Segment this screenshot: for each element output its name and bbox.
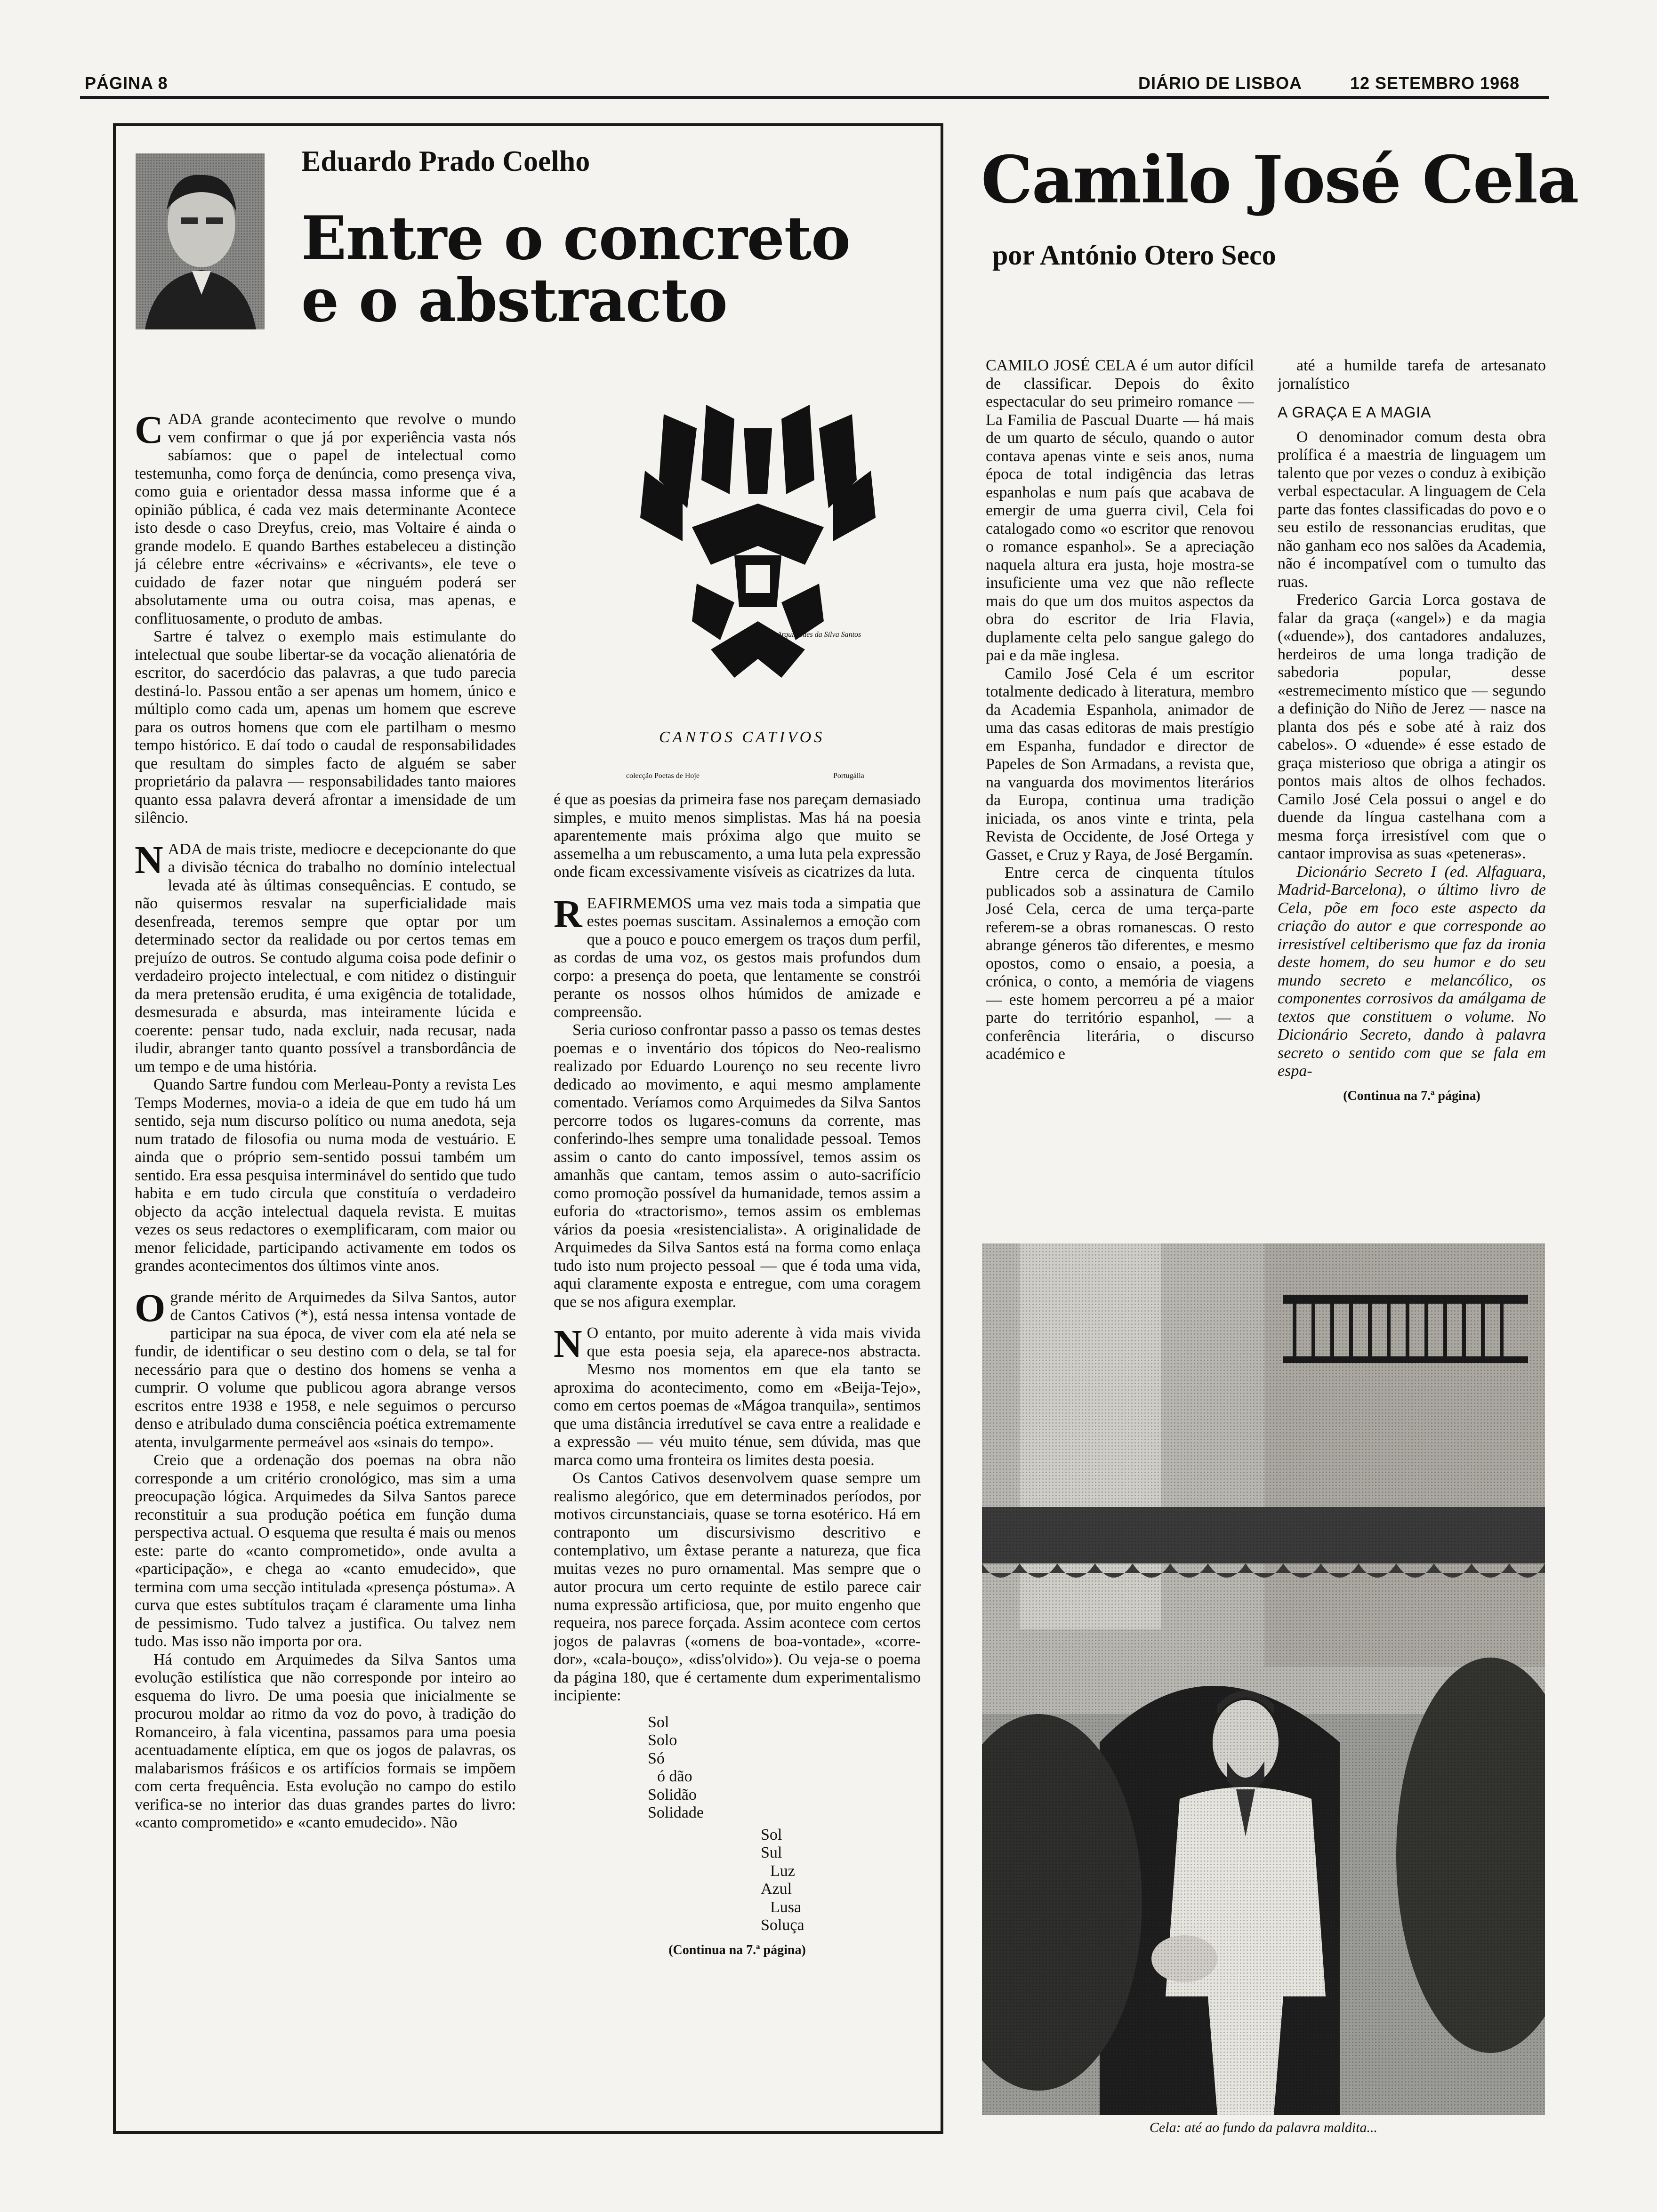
- issue-date: 12 SETEMBRO 1968: [1350, 73, 1520, 93]
- paragraph: O entanto, por muito aderente à vida mais vivida que esta poesia seja, ela aparece-nos abstracta. Mesmo nos momentos em que ela tanto se aproxima do acontecimento, como em «Beija-Tejo», como em certos poemas de «Mágoa tranquila», sentimos que uma distância irredutível se cava entre a realidade e a expressão — véu muito ténue, sem dúvida, mas que marca como uma fronteira os limites desta poesia.: [554, 1324, 921, 1469]
- right-byline: por António Otero Seco: [992, 240, 1276, 271]
- artist-credit: Arquimedes da Silva Santos: [777, 631, 861, 639]
- paragraph: Sartre é talvez o exemplo mais estimulante do intelectual que soube libertar-se da vocação alienatória de escritor, do sacerdócio das palavras, a que tudo parecia destiná-lo. Passou então a ser apenas um homem, único e múltiplo como cada um, apenas um homem que escreve para os outros homens que com ele partilham o mesmo tempo histórico. E daí todo o caudal de responsabilidades que resultam do simples facto de alguém se saber proprietário da palavra — responsabilidades tanto maiores quanto essa palavra deverá afrontar a imensidade de um silêncio.: [135, 628, 516, 826]
- paragraph: grande mérito de Arquimedes da Silva Santos, autor de Cantos Cativos (*), está nessa intensa vontade de participar na sua época, de viver com ela até nela se fundir, de identificar o seu destino com o dela, se tal for necessário para que o destino dos homens se venha a cumprir. O volume que publicou agora abrange versos escritos entre 1938 e 1958, e nele seguimos o percurso denso e atribulado duma consciência poética extremamente atenta, invulgarmente permeável aos «sinais do tempo».: [135, 1288, 516, 1451]
- book-cover-illustration: [626, 386, 890, 725]
- poem-line: Lusa: [770, 1898, 802, 1916]
- right-column-2: [1278, 357, 1546, 1223]
- paragraph: CAMILO JOSÉ CELA é um autor difícil de classificar. Depois do êxito espectacular do seu primeiro romance — La Familia de Pascual Duarte — há mais de um quarto de século, quando o autor contava apenas vinte e seis anos, numa época de total indigência das letras espanholas e num país que acabava de emergir de uma guerra civil, Cela foi catalogado como «o escritor que renovou o romance espanhol». Se a apreciação naquela altura era justa, hoje mostra-se insuficiente uma vez que não reflecte mais do que um dos muitos aspectos da obra do escritor de Iria Flavia, duplamente celta pelo sangue galego do pai e da mãe inglesa.: [986, 357, 1254, 664]
- poem-line: Solo: [648, 1731, 677, 1749]
- poem-line: Sol: [761, 1826, 782, 1843]
- paragraph: Os Cantos Cativos desenvolvem quase sempre um realismo alegórico, que em determinados períodos, por motivos circunstanciais, quase se torna esotérico. Há em contraponto um discursivismo descritivo e contemplativo, um êxtase perante a natureza, que fica muitas vezes no puro ornamental. Mas sempre que o autor procura um certo requinte de estilo parece cair numa expressão artificiosa, que, por muito engenho que requeira, nos parece forçada. Assim acontece com certos jogos de palavras («omens de boa-vontade», «corre-dor», «cala-bouço», «diss'olvido»). Ou veja-se o poema da página 180, que é certamente dum experimentalismo incipiente:: [554, 1469, 921, 1704]
- continuation-note: (Continua na 7.ª página): [668, 1942, 806, 1957]
- left-headline-line1: Entre o concreto: [301, 203, 851, 273]
- newspaper-name: DIÁRIO DE LISBOA: [1138, 73, 1303, 93]
- author-portrait: [136, 153, 265, 329]
- dropcap: O: [135, 1286, 166, 1330]
- poem-part-b: [554, 1826, 921, 1935]
- poem-line: Luz: [770, 1862, 795, 1880]
- section-subhead: A GRAÇA E A MAGIA: [1278, 404, 1432, 421]
- dropcap: R: [554, 892, 582, 936]
- dropcap: C: [135, 410, 163, 452]
- paragraph: EAFIRMEMOS uma vez mais toda a simpatia que estes poemas suscitam. Assinalemos a emoção com que a pouco e pouco emergem os traços dum perfil, as cordas de uma voz, os gestos mais profundos dum corpo: a presença do poeta, que lentamente se constrói perante os nossos olhos húmidos de amizade e compreensão.: [554, 894, 921, 1021]
- masthead-rule: [80, 96, 1549, 99]
- paragraph: ADA de mais triste, mediocre e decepcionante do que a divisão técnica do trabalho no domínio intelectual levada até às últimas consequências. E contudo, se não quisermos resvalar na superficialidade mais desenfreada, teremos sempre que optar por um determinado sector da realidade ou por certos temas em prejuízo de outros. Se contudo alguma coisa pode definir o verdadeiro projecto intelectual, e com nitidez o distinguir da mera pretensão erudita, é uma exigência de totalidade, desmesurada e absurda, mas inteiramente lúcida e coerente: pensar tudo, nada excluir, nada recusar, nada iludir, abranger tanto quanto possível a transbordância de um tempo e de uma história.: [135, 840, 516, 1075]
- paragraph: ADA grande acontecimento que revolve o mundo vem confirmar o que já por experiência vasta nós sabíamos: que o papel de intelectual como testemunha, como força de denúncia, como presença viva, como guia e orientador dessa massa informe que é a opinião pública, é cada vez mais determinante Acontece isto desde o caso Dreyfus, creio, mas Voltaire é ainda o grande modelo. E quando Barthes estabeleceu a distinção já célebre entre «écrivains» e «écrivants», ele teve o cuidado de fazer notar que ninguém poderá ser absolutamente uma ou outra coisa, mas apenas, e conflituosamente, o produto de ambas.: [135, 410, 516, 627]
- left-column-2: [554, 791, 921, 2114]
- left-author: Eduardo Prado Coelho: [301, 145, 590, 177]
- poem-line: Só: [648, 1749, 665, 1767]
- page-label: PÁGINA 8: [85, 73, 168, 93]
- paragraph: O denominador comum desta obra prolífica é a maestria de linguagem um talento que por vezes o conduz à exibição verbal espectacular. A linguagem de Cela parte das fontes classificadas do povo e o seu estilo de ressonancias eruditas, que não ganham eco nos salões da Academia, não é incompatível com o tumulto das ruas.: [1278, 428, 1546, 591]
- poem-line: Solidade: [648, 1804, 704, 1821]
- paragraph: Creio que a ordenação dos poemas na obra não corresponde a um critério cronológico, mas sim a uma preocupação lógica. Arquimedes da Silva Santos parece reconstituir a sua produção poética em função duma perspectiva actual. O esquema que resulta é mais ou menos este: parte do «canto comprometido», onde avulta a «participação», e chega ao «canto emudecido», que termina com uma secção intitulada «presença póstuma». A curva que estes subtítulos traçam é claramente uma linha de pessimismo. Tudo talvez a justifica. Ou talvez nem tudo. Mas isso não importa por ora.: [135, 1451, 516, 1650]
- paragraph: até a humilde tarefa de artesanato jornalístico: [1278, 357, 1546, 393]
- cela-photograph: [982, 1243, 1545, 2115]
- photo-caption: Cela: até ao fundo da palavra maldita...: [1149, 2120, 1378, 2135]
- poem-line: Azul: [761, 1880, 792, 1898]
- paragraph: Frederico Garcia Lorca gostava de falar da graça («angel») e da magia («duende»), dos cantadores andaluzes, herdeiros de uma longa tradição de sabedoria popular, desse «estremecimento místico que — segundo a definição do Niño de Jerez — nasce na planta dos pés e sobe até à raiz dos cabelos». O «duende» é esse estado de graça misterioso que obriga a atingir os pontos mais altos de olhos fechados. Camilo José Cela possui o angel e do duende da língua castelhana com a mesma força irresistível com que o cantaor improvisa as suas «peteneras».: [1278, 591, 1546, 862]
- dropcap: N: [135, 838, 163, 882]
- paragraph: Camilo José Cela é um escritor totalmente dedicado à literatura, membro da Academia Espanhola, animador de uma das casas editoras de mais prestígio em Espanha, fundador e director de Papeles de Son Armadans, a revista que, na vanguarda dos movimentos literários da Europa, continua uma tradição iniciada, os anos vinte e trinta, pela Revista de Occidente, de José Ortega y Gasset, e Cruz y Raya, de José Bergamín.: [986, 665, 1254, 864]
- poem-line: Solidão: [648, 1786, 697, 1803]
- right-column-1: [986, 357, 1254, 1223]
- publisher-credit: Portugália: [833, 772, 864, 780]
- paragraph: Seria curioso confrontar passo a passo os temas destes poemas e o inventário dos tópicos do Neo-realismo realizado por Eduardo Lourenço no seu recente livro dedicado ao movimento, e aqui mesmo amplamente comentado. Veríamos como Arquimedes da Silva Santos percorre todos os lugares-comuns da corrente, mas conferindo-lhes sempre uma tonalidade pessoal. Temos assim o canto do canto impossível, temos assim os amanhãs que cantam, temos assim o auto-sacrifício como promoção possível da humanidade, temos assim a euforia do «tractorismo», temos assim os emblemas vários da poesia «resistencialista». A originalidade de Arquimedes da Silva Santos está na forma como enlaça tudo isto num projecto pessoal — que é toda uma vida, aqui claramente exposta e entregue, com uma coragem que se nos afigura exemplar.: [554, 1021, 921, 1311]
- poem-line: Soluça: [761, 1916, 804, 1934]
- poem-line: Sul: [761, 1844, 782, 1861]
- continuation-note: (Continua na 7.ª página): [1343, 1088, 1480, 1103]
- paragraph: é que as poesias da primeira fase nos pareçam demasiado simples, e muito menos simplistas. Mas há na poesia aparentemente mais próxima algo que muito se assemelha a um rebuscamento, a uma luta pela expressão onde ficam excessivamente visíveis as cicatrizes da luta.: [554, 791, 921, 881]
- left-column-1: [135, 410, 516, 2095]
- poem-line: Sol: [648, 1713, 669, 1731]
- right-headline: Camilo José Cela: [981, 141, 1578, 218]
- poem-part-a: [554, 1714, 921, 1822]
- collection-credit: colecção Poetas de Hoje: [626, 772, 700, 780]
- paragraph: Entre cerca de cinquenta títulos publicados sob a assinatura de Camilo José Cela, cerca de uma terça-parte referem-se a obras romanescas. O resto abrange géneros tão diferentes, e mesmo opostos, como o ensaio, a poesia, a crónica, o conto, a memória de viagens — este homem percorreu a pé a maior parte do território espanhol, — a conferência literária, o discurso académico e: [986, 864, 1254, 1063]
- dropcap: N: [554, 1322, 582, 1366]
- left-headline-line2: e o abstracto: [301, 265, 727, 335]
- paragraph: Há contudo em Arquimedes da Silva Santos uma evolução estilística que não corresponde por inteiro ao esquema do livro. De uma poesia que inicialmente se procurou moldar ao ritmo da voz do povo, à tradição do Romanceiro, à fala vicentina, passamos para uma poesia acentuadamente elíptica, em que os jogos de palavras, os malabarismos fráśicos e os artifícios formais se impõem com certa frequência. Esta evolução no campo do estilo verifica-se no interior das duas grandes partes do livro: «canto comprometido» e «canto emudecido». Não: [135, 1651, 516, 1831]
- paragraph: Quando Sartre fundou com Merleau-Ponty a revista Les Temps Modernes, movia-o a ideia de que em tudo há um sentido, seja num discurso político ou numa anedota, seja num tratado de filosofia ou numa moda de vestuário. E ainda que o próprio sem-sentido possui também um sentido. Era essa pesquisa interminável do sentido que tudo habita e em tudo circula que constituía o verdadeiro objecto da acção intelectual daquela revista. E muitas vezes os seus redactores o exemplificaram, com maior ou menor felicidade, participando activamente em todos os grandes acontecimentos dos últimos vinte anos.: [135, 1076, 516, 1274]
- poem-line: ó dão: [657, 1768, 692, 1785]
- book-title-caption: CANTOS CATIVOS: [659, 729, 825, 746]
- paragraph: Dicionário Secreto I (ed. Alfaguara, Madrid-Barcelona), o último livro de Cela, põe em foco este aspecto da criação do autor e que corresponde ao irresistível celtiberismo que faz da ironia deste homem, do seu humor e do seu mundo secreto e melancólico, os componentes corrosivos da amálgama de textos que constituem o volume. No Dicionário Secreto, dando à palavra secreto o sentido com que se fala em espa-: [1278, 863, 1546, 1080]
